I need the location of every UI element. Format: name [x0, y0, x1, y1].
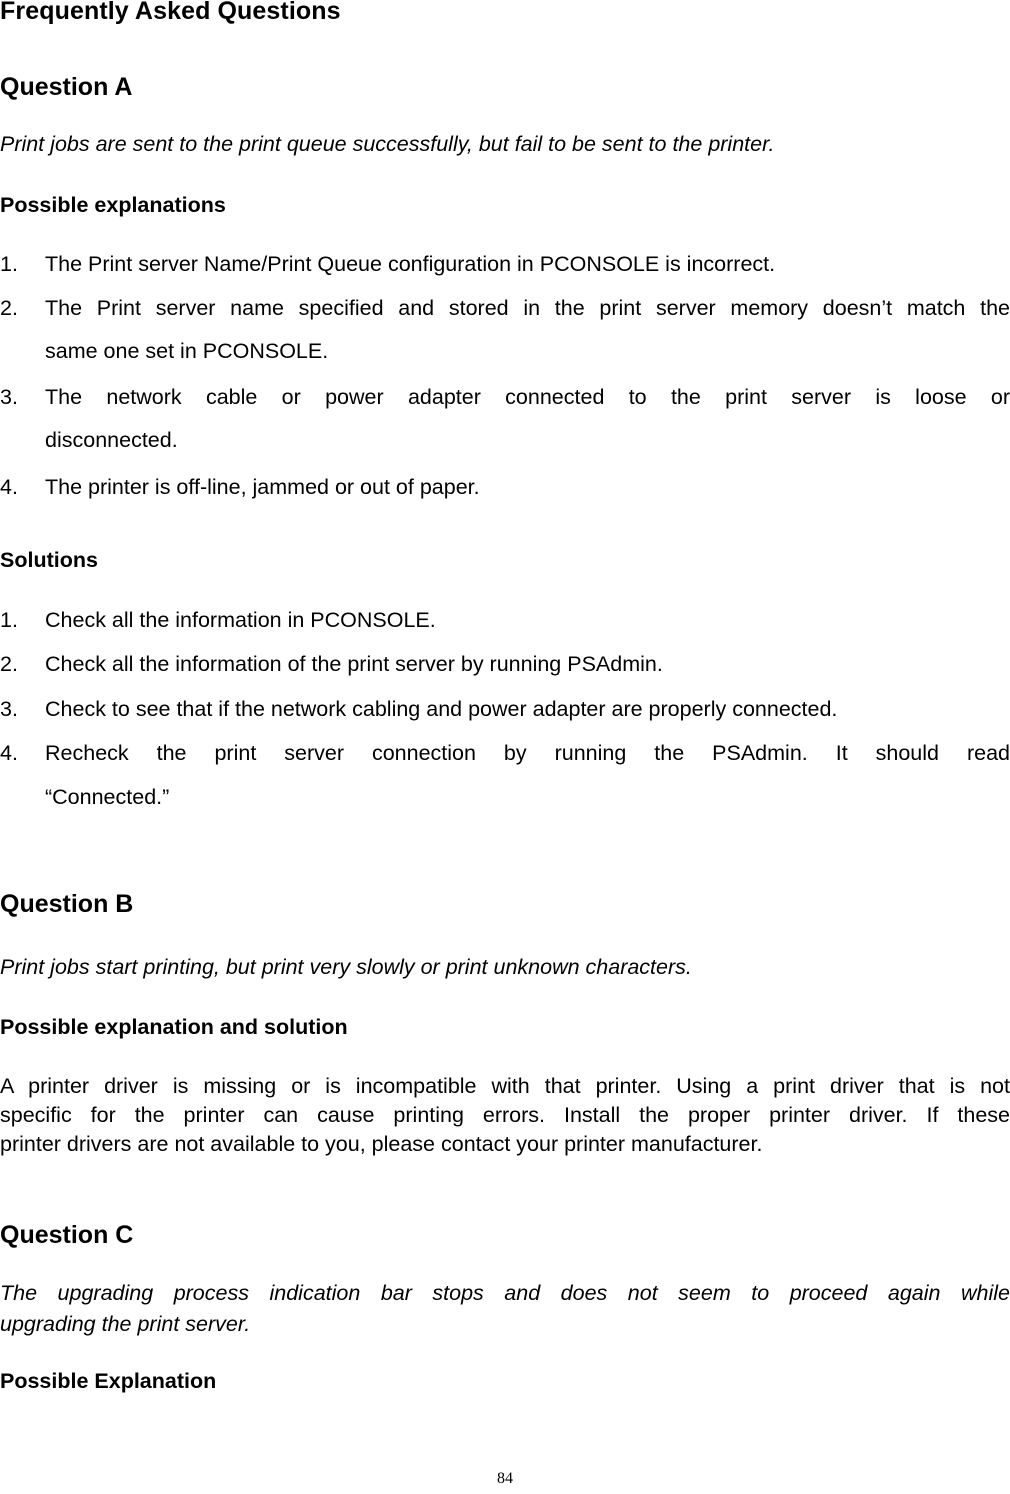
- list-item-text: Recheck the print server connection by running the PSAdmin. It should read: [45, 741, 1010, 765]
- question-c-problem: [0, 1278, 1010, 1340]
- paragraph-line: printer drivers are not available to you, please contact your printer manufacturer.: [0, 1132, 763, 1156]
- question-a-heading: Question A: [0, 73, 133, 101]
- list-item-text-continued: disconnected.: [45, 428, 178, 452]
- paragraph-line: A printer driver is missing or is incompatible with that printer. Using a print driver that is not: [0, 1074, 1010, 1098]
- paragraph-line: specific for the printer can cause printing errors. Install the proper printer driver. If these: [0, 1103, 1010, 1127]
- list-item-number: 4.: [0, 741, 18, 765]
- page-title: Frequently Asked Questions: [0, 0, 341, 25]
- paragraph-line: The upgrading process indication bar stops and does not seem to proceed again while: [0, 1281, 1010, 1305]
- list-item: [0, 475, 1010, 505]
- list-item: [0, 296, 1010, 370]
- question-a-explanations-heading: Possible explanations: [0, 193, 226, 217]
- list-item-number: 3.: [0, 697, 18, 721]
- list-item-text: The Print server Name/Print Queue configuration in PCONSOLE is incorrect.: [45, 252, 776, 276]
- list-item-text: Check to see that if the network cabling and power adapter are properly connected.: [45, 697, 838, 721]
- list-item-number: 3.: [0, 385, 18, 409]
- list-item-text-continued: same one set in PCONSOLE.: [45, 339, 329, 363]
- list-item-text: Check all the information in PCONSOLE.: [45, 608, 436, 632]
- list-item-number: 1.: [0, 608, 18, 632]
- list-item: [0, 608, 1010, 638]
- question-a-solutions-heading: Solutions: [0, 548, 98, 572]
- list-item-text-continued: “Connected.”: [45, 785, 170, 809]
- list-item: [0, 741, 1010, 815]
- list-item-number: 1.: [0, 252, 18, 276]
- question-b-explanation: [0, 1072, 1010, 1159]
- list-item: [0, 385, 1010, 459]
- list-item-number: 2.: [0, 296, 18, 320]
- question-b-explanation-heading: Possible explanation and solution: [0, 1015, 348, 1039]
- list-item-text: The network cable or power adapter connected to the print server is loose or: [45, 385, 1010, 409]
- list-item-text: Check all the information of the print server by running PSAdmin.: [45, 652, 663, 676]
- list-item-number: 2.: [0, 652, 18, 676]
- list-item: [0, 252, 1010, 282]
- question-c-explanation-heading: Possible Explanation: [0, 1369, 217, 1393]
- question-b-problem: Print jobs start printing, but print very slowly or print unknown characters.: [0, 955, 692, 979]
- list-item: [0, 697, 1010, 727]
- list-item-text: The Print server name specified and stored in the print server memory doesn’t match the: [45, 296, 1010, 320]
- list-item-text: The printer is off-line, jammed or out of paper.: [45, 475, 480, 499]
- question-c-heading: Question C: [0, 1221, 134, 1249]
- paragraph-line: upgrading the print server.: [0, 1312, 251, 1336]
- question-b-heading: Question B: [0, 890, 134, 918]
- question-a-problem: Print jobs are sent to the print queue successfully, but fail to be sent to the printer.: [0, 132, 775, 156]
- list-item-number: 4.: [0, 475, 18, 499]
- list-item: [0, 652, 1010, 682]
- page-number: 84: [497, 1470, 513, 1487]
